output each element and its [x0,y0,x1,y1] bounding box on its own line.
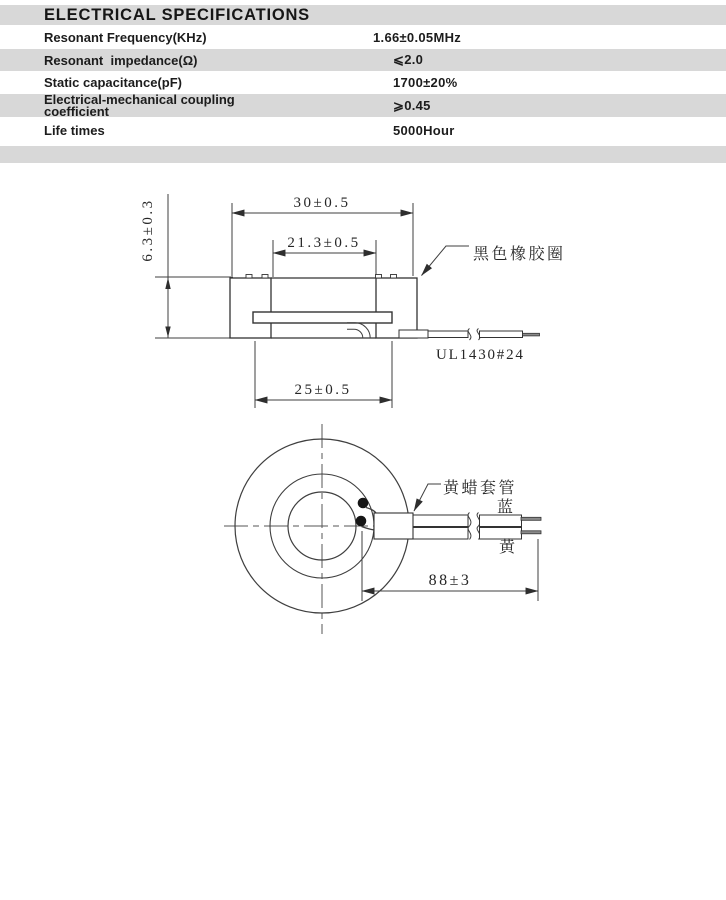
spec-label: Static capacitance(pF) [44,75,182,90]
wire-exit-sleeve [399,330,428,338]
solder-joint-top [358,498,369,509]
lead-wires [374,513,541,540]
bottom-view [224,424,541,634]
spec-value: 5000Hour [393,123,455,138]
spec-label: Life times [44,123,105,138]
dim-lead-length-text: 88±3 [428,572,472,589]
spec-value: ⩽2.0 [393,52,424,67]
spec-label: Resonant Frequency(KHz) [44,29,207,45]
rubber-ring-right [376,278,417,338]
spec-value: 1700±20% [393,75,458,90]
spec-value: ⩾0.45 [393,97,431,113]
dim-inner-width-text: 21.3±0.5 [287,235,361,251]
sleeve-label: 黄蜡套管 [443,480,518,497]
spec-label: Electrical-mechanical coupling coefficient [44,92,239,119]
dim-height-text: 6.3±0.3 [140,198,156,262]
dim-bottom-width [255,341,392,408]
spec-label: Resonant impedance(Ω) [44,52,198,68]
spec-table-title: ELECTRICAL SPECIFICATIONS [44,5,310,24]
rubber-ring-left [230,278,271,338]
blue-wire-label: 蓝 [497,499,516,516]
dim-height [140,194,233,338]
lead-wire [428,329,540,341]
transducer-cross-section [230,275,540,341]
spec-value: 1.66±0.05MHz [373,29,462,45]
cross-section-view [140,194,566,408]
solder-joint-bottom [356,516,367,527]
dim-inner-width [273,235,376,277]
yellow-wire-label: 黄 [499,539,518,556]
piezo-plate [253,312,392,323]
dim-bottom-width-text: 25±0.5 [294,382,352,398]
rubber-ring-label: 黑色橡胶圈 [473,246,566,263]
rubber-ring-callout [422,245,566,276]
wax-sleeve [374,513,413,539]
dim-outer-width-text: 30±0.5 [293,195,351,211]
wire-spec-label: UL1430#24 [436,347,525,363]
